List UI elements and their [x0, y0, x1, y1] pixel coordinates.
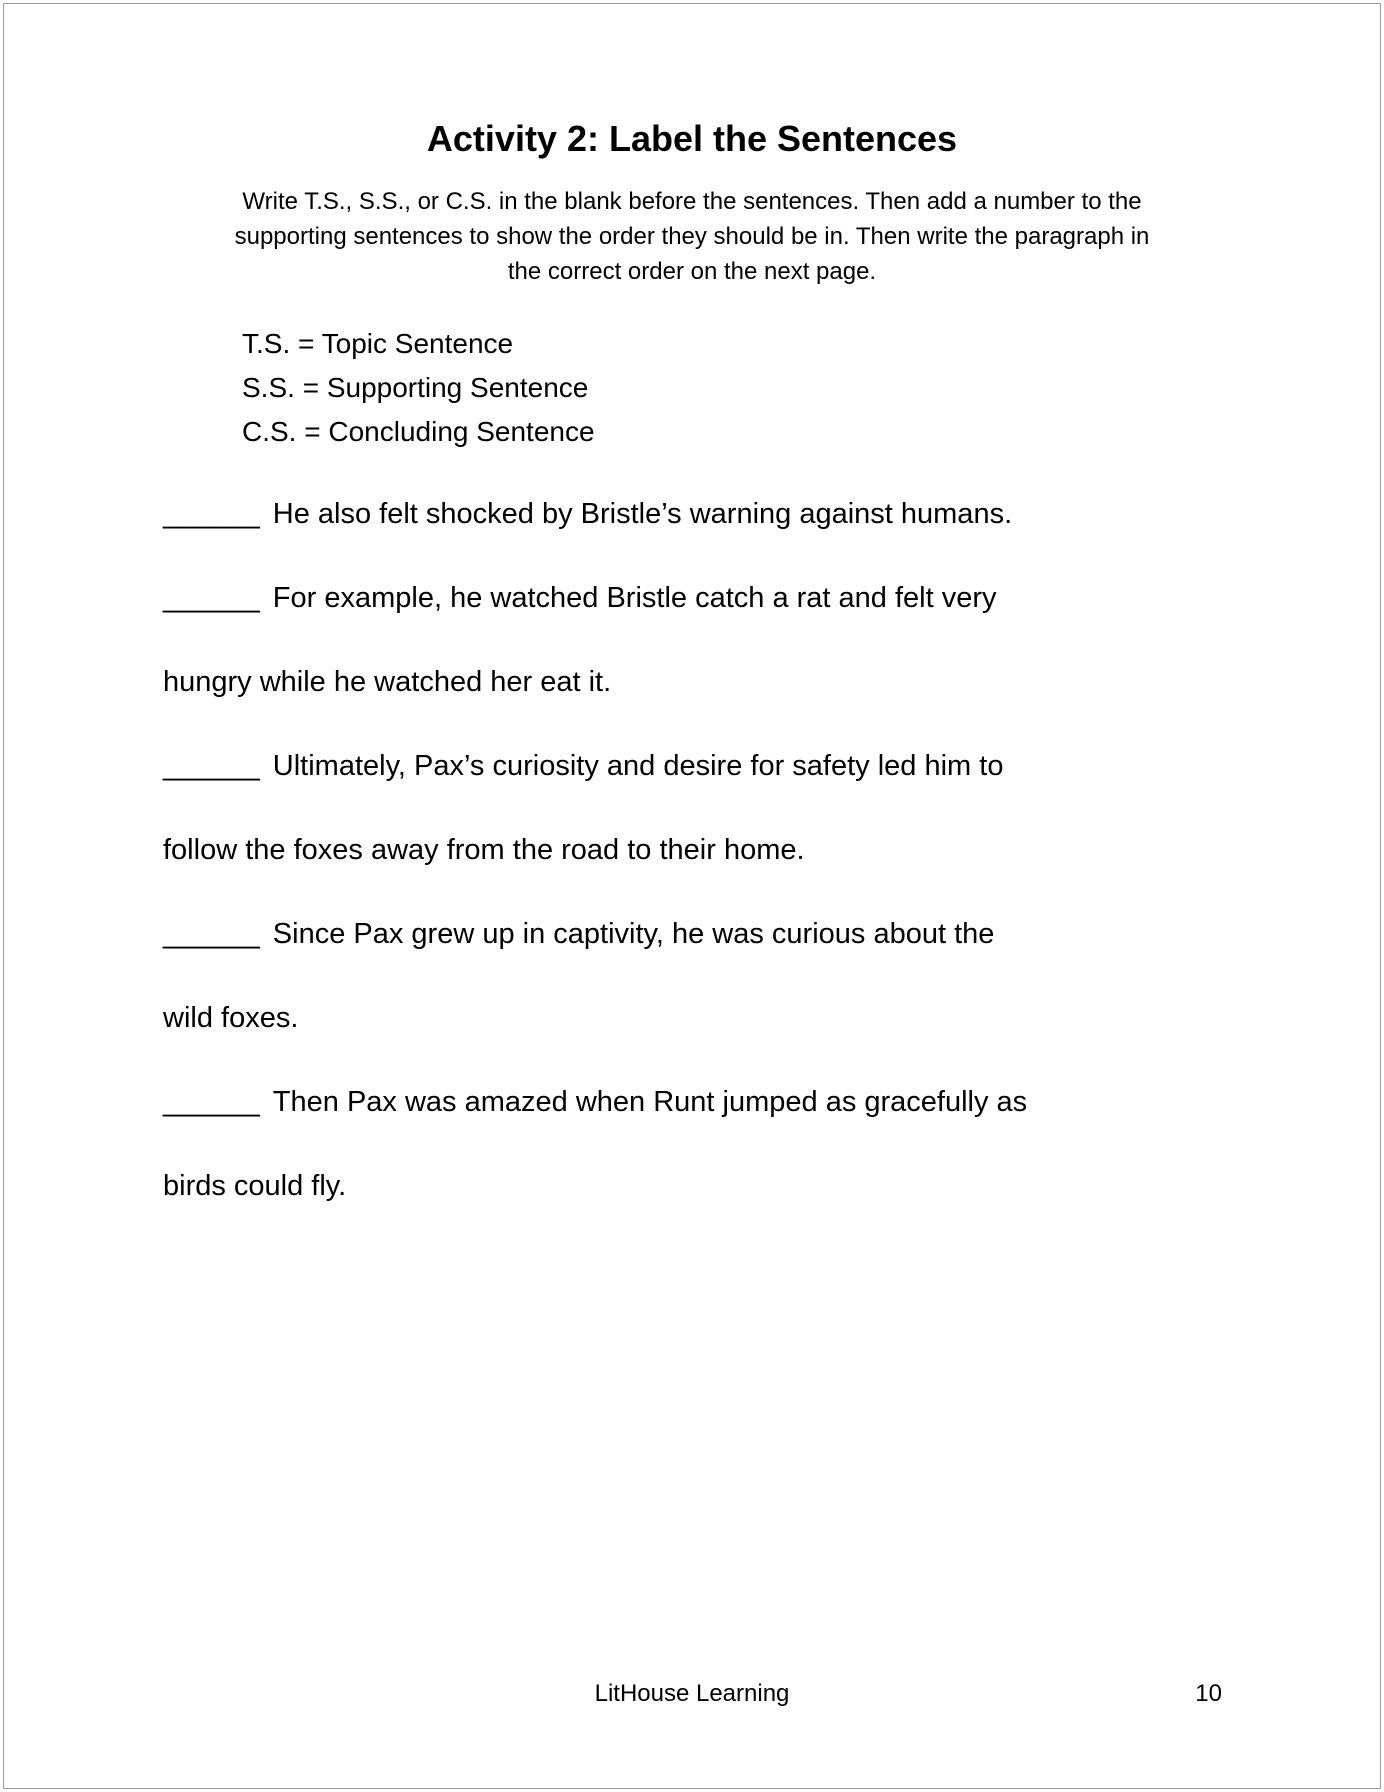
instructions-line: supporting sentences to show the order they should be in. Then write the paragraph in	[234, 223, 1150, 250]
legend-supporting-sentence: S.S. = Supporting Sentence	[242, 372, 589, 403]
sentence-item-5-continuation	[163, 1144, 1324, 1228]
sentence-text: birds could fly.	[163, 1170, 347, 1202]
answer-blank-4[interactable]: ______	[163, 918, 260, 950]
sentence-text: follow the foxes away from the road to their home.	[163, 834, 805, 866]
sentence-text: For example, he watched Bristle catch a rat and felt very	[272, 582, 997, 614]
sentence-text: Since Pax grew up in captivity, he was curious about the	[272, 918, 995, 950]
instructions	[0, 184, 1384, 289]
answer-blank-5[interactable]: ______	[163, 1086, 260, 1118]
sentence-item-4-continuation	[163, 976, 1324, 1060]
footer-brand: LitHouse Learning	[594, 1680, 790, 1707]
sentence-text: hungry while he watched her eat it.	[163, 666, 612, 698]
instructions-line: the correct order on the next page.	[507, 258, 877, 285]
sentence-list	[163, 472, 1324, 1228]
sentence-text: wild foxes.	[163, 1002, 299, 1034]
sentence-item-3-continuation	[163, 808, 1324, 892]
answer-blank-1[interactable]: ______	[163, 498, 260, 530]
instructions-line: Write T.S., S.S., or C.S. in the blank before the sentences. Then add a number to the	[242, 188, 1142, 215]
page-title: Activity 2: Label the Sentences	[426, 118, 958, 159]
sentence-text: He also felt shocked by Bristle’s warning against humans.	[272, 498, 1013, 530]
footer-page-number: 10	[1195, 1680, 1222, 1707]
sentence-item-4	[163, 892, 1324, 976]
sentence-item-3	[163, 724, 1324, 808]
sentence-item-2	[163, 556, 1324, 640]
answer-blank-3[interactable]: ______	[163, 750, 260, 782]
sentence-item-5	[163, 1060, 1324, 1144]
sentence-item-1	[163, 472, 1324, 556]
legend-concluding-sentence: C.S. = Concluding Sentence	[242, 416, 595, 447]
sentence-item-2-continuation	[163, 640, 1324, 724]
answer-blank-2[interactable]: ______	[163, 582, 260, 614]
abbreviation-legend	[242, 322, 595, 454]
sentence-text: Then Pax was amazed when Runt jumped as gracefully as	[272, 1086, 1028, 1118]
legend-topic-sentence: T.S. = Topic Sentence	[242, 328, 514, 359]
sentence-text: Ultimately, Pax’s curiosity and desire for safety led him to	[272, 750, 1004, 782]
